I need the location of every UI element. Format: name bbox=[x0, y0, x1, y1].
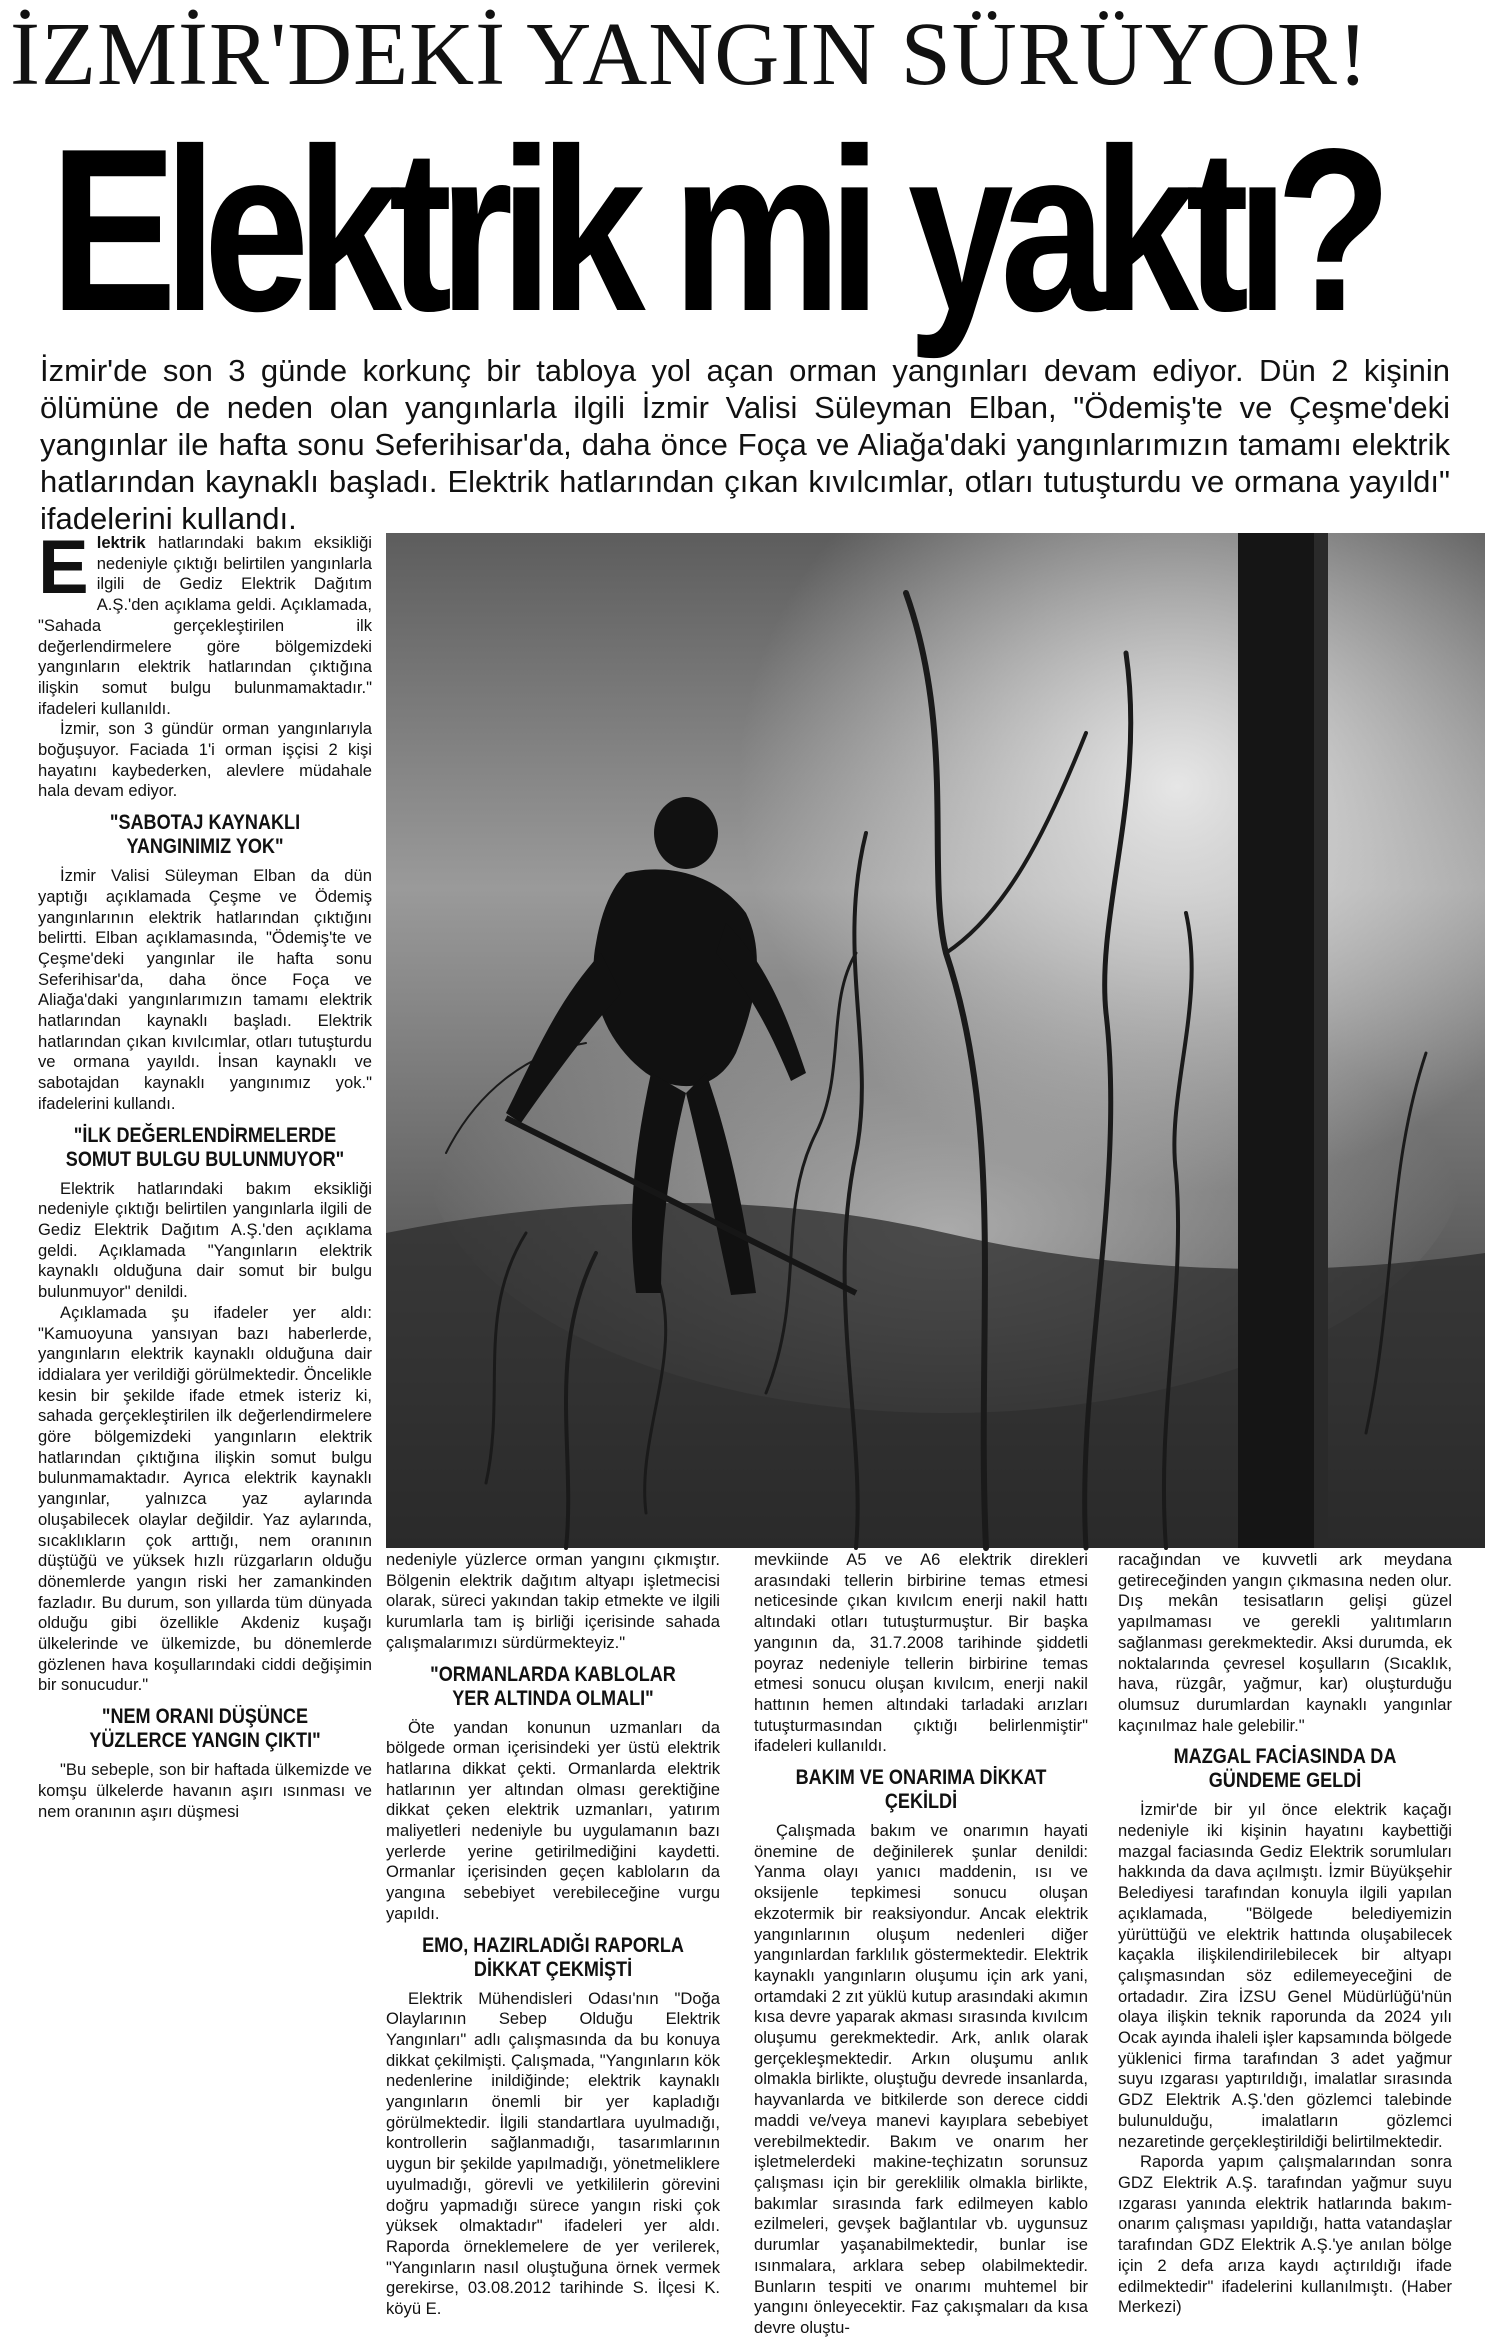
subheading-sabotaj: "SABOTAJ KAYNAKLI YANGINIMIZ YOK" bbox=[109, 811, 301, 859]
main-headline: Elektrik mi yaktı? bbox=[50, 101, 1379, 360]
subheading-ilk-degerlendirmeler: "İLK DEĞERLENDİRMELERDE SOMUT BULGU BULUNMUYOR" bbox=[65, 1123, 345, 1171]
body-paragraph: İzmir, son 3 gündür orman yangınlarıyla boğuşuyor. Faciada 1'i orman işçisi 2 kişi hayatını kaybederken, alevlere müdahale hala devam ediyor. bbox=[38, 719, 372, 801]
body-paragraph: Çalışmada bakım ve onarımın hayati önemine de değinilerek şunlar denildi: Yanma olayı yanıcı maddenin, ısı ve oksijenle tepkimesi sonucu oluşan ekzotermik bir reaksiyondur. Ancak elektrik yangınlarının oluşum nedenleri diğer yangınlardan farklılık göstermektedir. Elektrik kaynaklı yangınların oluşumu için ark yani, ortamdaki 2 zıt yüklü kutup arasındaki akımın kısa devre yaparak akması sırasında kıvılcım oluşumu gerekmektedir. Ark, anlık olarak gerçekleşmektedir. Arkın oluşumu anlık olmakla birlikte, oluştuğu devrede insanlarda, hayvanlarda ve bitkilerde son derece ciddi maddi ve/veya manevi kayıplara sebebiyet verebilmektedir. Bakım ve onarım her işletmelerdeki makine-teçhizatın sorunsuz çalışması için bir gereklilik olmakla birlikte, bakımlar sırasında fark edilmeyen kablo ezilmeleri, gevşek bağlantılar vb. uygunsuz durumlar yaşanabilmektedir, bunlar ise ısınmalara, arklara sebep olabilmektedir. Bunların tespiti ve onarımı muhtemel bir yangını önleyecektir. Faz çakışmaları da kısa devre oluştu- bbox=[754, 1821, 1088, 2337]
lead-paragraph: İzmir'de son 3 günde korkunç bir tabloya yol açan orman yangınları devam ediyor. Dün 2 kişinin ölümüne de neden olan yangınlarla ilgili İzmir Valisi Süleyman Elban, "Ödemiş'te ve Çeşme'deki yangınlar ile hafta sonu Seferihisar'da, daha önce Foça ve Aliağa'daki yangınlarımızın tamamı elektrik hatlarından kaynaklı başladı. Elektrik hatlarından çıkan kıvılcımlar, otları tutuşturdu ve ormana yayıldı" ifadelerini kullandı. bbox=[40, 353, 1450, 536]
lead-body-paragraph bbox=[38, 525, 372, 719]
column-3 bbox=[754, 1550, 1088, 2337]
subheading-mazgal-faciasi: MAZGAL FACİASINDA DA GÜNDEME GELDİ bbox=[1173, 1745, 1397, 1793]
body-paragraph: mevkiinde A5 ve A6 elektrik direkleri arasındaki tellerin birbirine temas etmesi neticesinde çıkan kıvılcım enerji nakil hattı altındaki otları tutuşturmuştur. Bir başka yangının da, 31.7.2008 tarihinde şiddetli poyraz nedeniyle tellerin birbirine temas etmesi sonucu oluşan kıvılcım, enerji nakil hattının hemen altındaki tarladaki arızları tutuşturmasından çıktığı belirlenmiştir" ifadeleri kullanıldı. bbox=[754, 1550, 1088, 1756]
lead-bold-word: lektrik bbox=[96, 533, 146, 552]
subheading-emo-raporu: EMO, HAZIRLADIĞI RAPORLA DİKKAT ÇEKMİŞTİ bbox=[422, 1933, 684, 1981]
subheading-ormanlarda-kablolar: "ORMANLARDA KABLOLAR YER ALTINDA OLMALI" bbox=[430, 1662, 676, 1710]
column-2 bbox=[386, 1550, 720, 2319]
body-paragraph: Açıklamada şu ifadeler yer aldı: "Kamuoyuna yansıyan bazı haberlerde, yangınların elektrik kaynaklı olduğuna dair iddialara yer verildiği görülmektedir. Öncelikle kesin bir şekilde ifade etmek isteriz ki, sahada gerçekleştirilen ilk değerlendirmelere göre bölgemizdeki yangınların elektrik hatlarından çıktığına ilişkin somut bulgu bulunmamaktadır. Ayrıca elektrik kaynaklı yangınlar, yalnızca yaz aylarında oluşabilecek olaylar değildir. Yaz aylarında, sıcaklıkların çok arttığı, nem oranının düştüğü ve yüksek hızlı rüzgarların olduğu dönemlerde yangın riski her zamankinden fazladır. Bu durum, son yıllarda tüm dünyada olduğu gibi özellikle Akdeniz kuşağı ülkelerinde ve ülkemizde, bu dönemlerde gözlenen hava koşullarındaki ciddi değişimin bir sonucudur." bbox=[38, 1302, 372, 1695]
drop-cap: E bbox=[38, 525, 89, 610]
body-paragraph: nedeniyle yüzlerce orman yangını çıkmıştır. Bölgenin elektrik dağıtım altyapı işletmecisi olarak, süreci yakından takip etmekte ve ilgili kurumlarla tam iş birliği içerisinde sahada çalışmalarımızı sürdürmekteyiz." bbox=[386, 1550, 720, 1652]
body-paragraph: Elektrik hatlarındaki bakım eksikliği nedeniyle çıktığı belirtilen yangınlarla ilgili de Gediz Elektrik Dağıtım A.Ş.'den açıklama geldi. Açıklamada "Yangınların elektrik kaynaklı olduğuna dair somut bir bulgu bulunmuyor" denildi. bbox=[38, 1178, 372, 1302]
column-1 bbox=[38, 525, 372, 1938]
subheading-bakim-onarim: BAKIM VE ONARIMA DİKKAT ÇEKİLDİ bbox=[795, 1766, 1047, 1814]
body-paragraph: İzmir Valisi Süleyman Elban da dün yaptığı açıklamada Çeşme ve Ödemiş yangınlarının elektrik hatlarından çıktığını belirtti. Elban açıklamasında, "Ödemiş'te ve Çeşme'deki yangınlar ile hafta sonu Seferihisar'da, daha önce Foça ve Aliağa'daki yangınlarımızın tamamı elektrik hatlarından kaynaklı başladı. Elektrik hatlarından çıkan kıvılcımlar, otları tutuşturdu ve ormana yayıldı. İnsan kaynaklı ve sabotajdan kaynaklı yangınımız yok." ifadelerini kullandı. bbox=[38, 866, 372, 1113]
column-4 bbox=[1118, 1550, 1452, 2317]
body-paragraph: "Bu sebeple, son bir haftada ülkemizde ve komşu ülkelerde havanın aşırı ısınması ve nem oranının aşırı düşmesi bbox=[38, 1760, 372, 1821]
body-paragraph: Raporda yapım çalışmalarından sonra GDZ Elektrik A.Ş. tarafından yağmur suyu ızgarası yanında elektrik hatlarında bakım-onarım çalışması yapıldığı, hatta vatandaşlar tarafından GDZ Elektrik A.Ş.'ye anılan bölge için 2 defa arıza kaydı açtırıldığı ifade edilmektedir" ifadelerini kullanılmıştı. (Haber Merkezi) bbox=[1118, 2152, 1452, 2317]
kicker-headline: İZMİR'DEKİ YANGIN SÜRÜYOR! bbox=[10, 5, 1369, 104]
body-paragraph: Öte yandan konunun uzmanları da bölgede orman içerisindeki yer üstü elektrik hatlarına dikkat çekti. Ormanlarda elektrik hatlarının yer altından olması gerektiğine dikkat çeken elektrik uzmanları, yatırım maliyetleri nedeniyle bu uygulamanın bazı yerlerde yerine getirilmediğini kaydetti. Ormanlar içerisinden geçen kabloların da yangına sebebiyet verebileceğine vurgu yapıldı. bbox=[386, 1717, 720, 1923]
subheading-nem-orani: "NEM ORANI DÜŞÜNCE YÜZLERCE YANGIN ÇIKTI" bbox=[89, 1705, 321, 1753]
body-paragraph: racağından ve kuvvetli ark meydana getireceğinden yangın çıkmasına neden olur. Dış mekân tesisatların gelişi güzel yapılmaması ve gerekli yalıtımların sağlanması gerekmektedir. Aksi durumda, ek noktalarında çevresel koşulların (Sıcaklık, hava, rüzgâr, yağmur, kar) oluşturduğu olumsuz durumlardan kaynaklı yangınlar kaçınılmaz hale gelebilir." bbox=[1118, 1550, 1452, 1735]
body-paragraph: Elektrik Mühendisleri Odası'nın "Doğa Olaylarının Sebep Olduğu Elektrik Yangınları" adlı çalışmasında da bu konuya dikkat çekilmişti. Çalışmada, "Yangınların kök nedenlerine inildiğinde; elektrik kaynaklı yangınların önemli bir yer kapladığı görülmektedir. İlgili standartlara uyulmadığı, kontrollerin sağlanmadığı, tasarımlarının uygun bir şekilde yapılmadığı, yönetmeliklere uyulmadığı, görevli ve yetkililerin görevini doğru yapmadığı sürece yangın riski çok yüksek olmaktadır" ifadeleri yer aldı. Raporda örneklemelere de yer verilerek, "Yangınların nasıl oluştuğuna örnek vermek gerekirse, 03.08.2012 tarihinde S. İlçesi K. köyü E. bbox=[386, 1988, 720, 2319]
lead-body-text: hatlarındaki bakım eksikliği nedeniyle çıktığı belirtilen yangınlarla ilgili de Gediz Elektrik Dağıtım A.Ş.'den açıklama geldi. Açıklamada, "Sahada gerçekleştirilen ilk değerlendirmelere göre bölgemizdeki yangınların elektrik hatlarından çıktığına ilişkin somut bulgu bulunmamaktadır." ifadeleri kullanıldı. bbox=[38, 533, 372, 718]
forest-fire-photo bbox=[386, 533, 1485, 1548]
body-paragraph: İzmir'de bir yıl önce elektrik kaçağı nedeniyle iki kişinin hayatını kaybettiği mazgal faciasında Gediz Elektrik sorumluları hakkında da dava açılmıştı. İzmir Büyükşehir Belediyesi tarafından konuyla ilgili yapılan açıklamada, "Bölgede belediyemizin yürüttüğü ve elektrik hattında oluşabilecek kaçakla ilişkilendirilebilecek bir altyapı çalışmasından söz edilemeyeceğini de ortadadır. Zira İZSU Genel Müdürlüğü'nün olaya ilişkin teknik raporunda da 2024 yılı Ocak ayında ihaleli işler kapsamında bölgede yüklenici firma tarafından 3 adet yağmur suyu ızgarası yaptırıldığı, imalatlar sırasında GDZ Elektrik A.Ş.'den gözlemci talebinde bulunulduğu, imalatların gözlemci nezaretinde gerçekleştirildiği belirtilmektedir. bbox=[1118, 1800, 1452, 2151]
